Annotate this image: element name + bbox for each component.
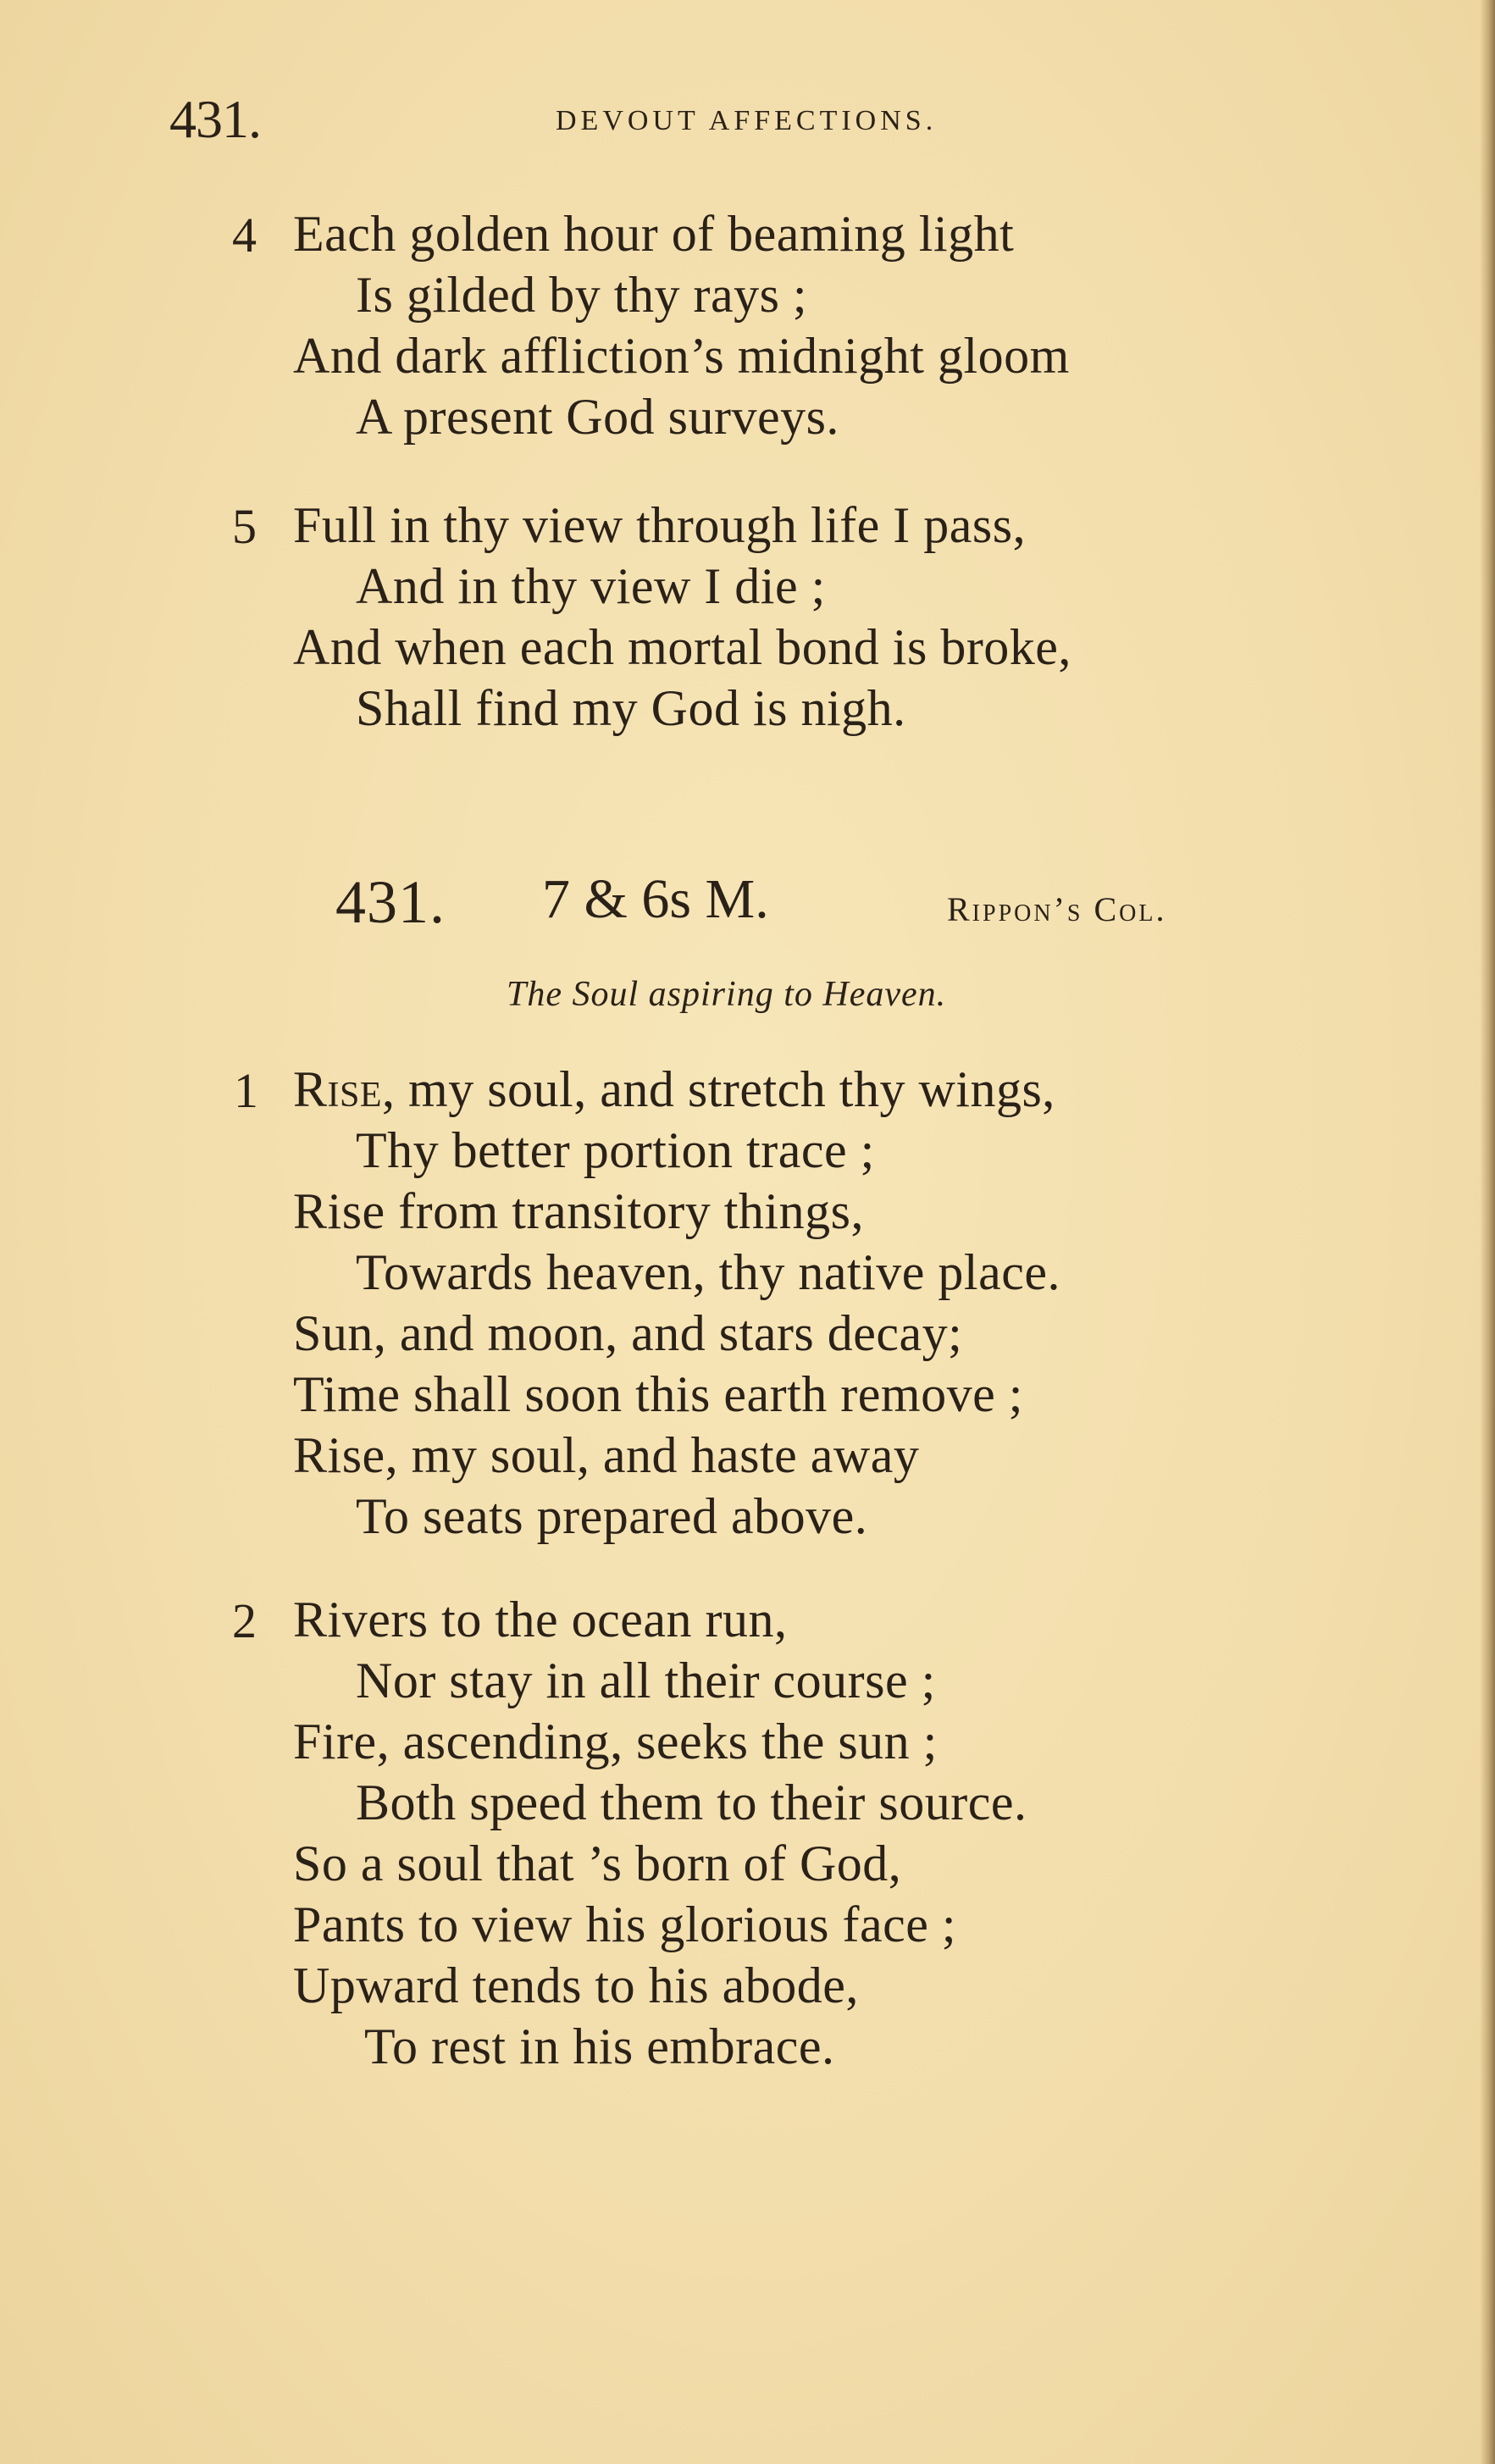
hymn-meter: 7 & 6s M. <box>542 868 769 930</box>
hymn-source: Rippon’s Col. <box>947 890 1167 928</box>
stanza-number: 1 <box>234 1063 258 1118</box>
verse-line: Both speed them to their source. <box>356 1775 1027 1830</box>
first-line-rest: , my soul, and stretch thy wings, <box>382 1061 1055 1117</box>
verse-line: So a soul that ’s born of God, <box>293 1836 902 1891</box>
verse-line: Rivers to the ocean run, <box>293 1592 788 1647</box>
verse-line: And dark affliction’s midnight gloom <box>293 328 1070 384</box>
stanza-number: 2 <box>232 1593 257 1648</box>
verse-line: Pants to view his glorious face ; <box>293 1896 957 1952</box>
verse-line: Shall find my God is nigh. <box>356 680 906 736</box>
stanza-number: 5 <box>232 499 257 554</box>
verse-line: A present God surveys. <box>356 389 839 445</box>
verse-line: Full in thy view through life I pass, <box>293 497 1027 553</box>
verse-line: Time shall soon this earth remove ; <box>293 1366 1023 1422</box>
hymn-number: 431. <box>335 868 446 936</box>
verse-line: Rise, my soul, and haste away <box>293 1427 920 1483</box>
verse-line: Rise from transitory things, <box>293 1183 864 1239</box>
hymn-subtitle: The Soul aspiring to Heaven. <box>507 975 947 1014</box>
verse-line: And when each mortal bond is broke, <box>293 619 1071 675</box>
verse-line: To seats prepared above. <box>356 1488 868 1544</box>
verse-line: Nor stay in all their course ; <box>356 1653 936 1708</box>
page-binding-edge <box>1480 0 1495 2464</box>
verse-line: Thy better portion trace ; <box>356 1122 875 1178</box>
verse-line: To rest in his embrace. <box>364 2018 835 2074</box>
verse-line: Sun, and moon, and stars decay; <box>293 1305 963 1361</box>
running-title: DEVOUT AFFECTIONS. <box>556 105 938 136</box>
verse-line: Is gilded by thy rays ; <box>356 267 808 323</box>
first-word: Rise <box>293 1061 383 1117</box>
stanza-number: 4 <box>232 208 257 263</box>
verse-line: Each golden hour of beaming light <box>293 206 1015 262</box>
verse-line <box>293 1060 1055 1119</box>
page-number: 431. <box>169 89 261 149</box>
verse-line: Upward tends to his abode, <box>293 1957 859 2013</box>
verse-line: And in thy view I die ; <box>356 558 826 614</box>
verse-line: Fire, ascending, seeks the sun ; <box>293 1714 938 1769</box>
verse-line: Towards heaven, thy native place. <box>356 1244 1060 1300</box>
